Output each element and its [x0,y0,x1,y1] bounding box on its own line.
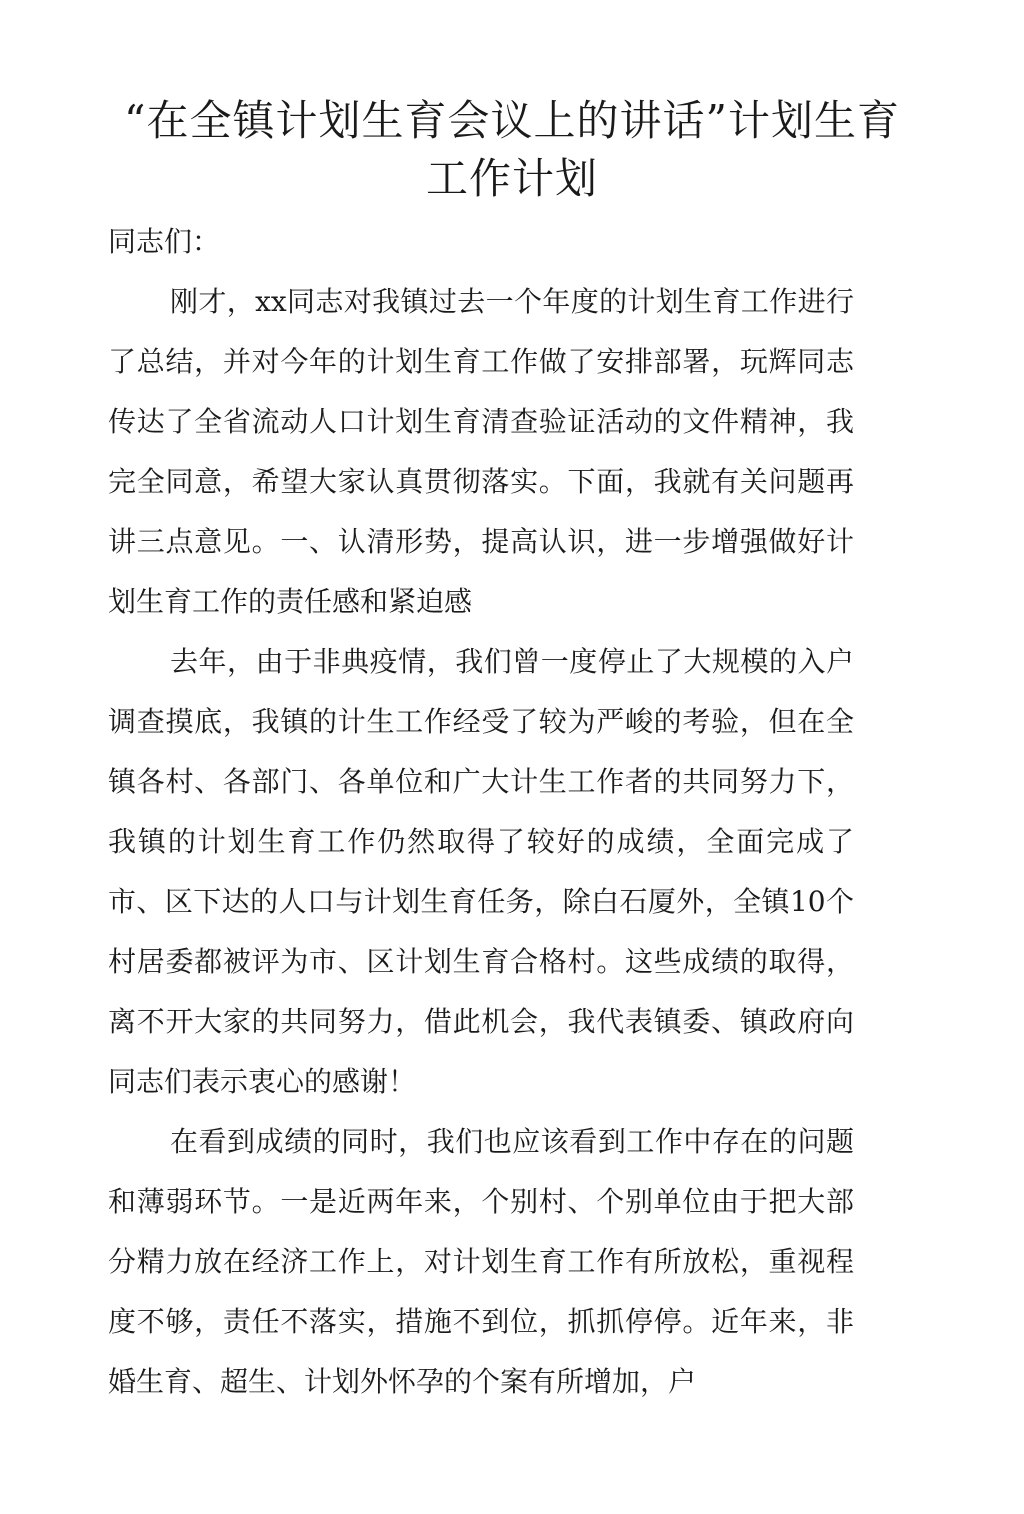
paragraph-3: 在看到成绩的同时，我们也应该看到工作中存在的问题和薄弱环节。一是近两年来，个别村、个别单位由于把大部分精力放在经济工作上，对计划生育工作有所放松，重视程度不够，责任不落实，措施不到位，抓抓停停。近年来，非婚生育、超生、计划外怀孕的个案有所增加，户 [108,1125,854,1398]
paragraph-2: 去年，由于非典疫情，我们曾一度停止了大规模的入户调查摸底，我镇的计生工作经受了较为严峻的考验，但在全镇各村、各部门、各单位和广大计生工作者的共同努力下，我镇的计划生育工作仍然取得了较好的成绩，全面完成了市、区下达的人口与计划生育任务，除白石厦外，全镇10个村居委都被评为市、区计划生育合格村。这些成绩的取得，离不开大家的共同努力，借此机会，我代表镇委、镇政府向同志们表示衷心的感谢！ [108,645,854,1098]
document-body [108,212,854,1412]
document-title: “在全镇计划生育会议上的讲话”计划生育工作计划 [124,96,900,203]
salutation: 同志们： [108,225,221,258]
paragraph-1: 刚才，xx同志对我镇过去一个年度的计划生育工作进行了总结，并对今年的计划生育工作做了安排部署，玩辉同志传达了全省流动人口计划生育清查验证活动的文件精神，我完全同意，希望大家认真贯彻落实。下面，我就有关问题再讲三点意见。一、认清形势，提高认识，进一步增强做好计划生育工作的责任感和紧迫感 [108,285,854,618]
